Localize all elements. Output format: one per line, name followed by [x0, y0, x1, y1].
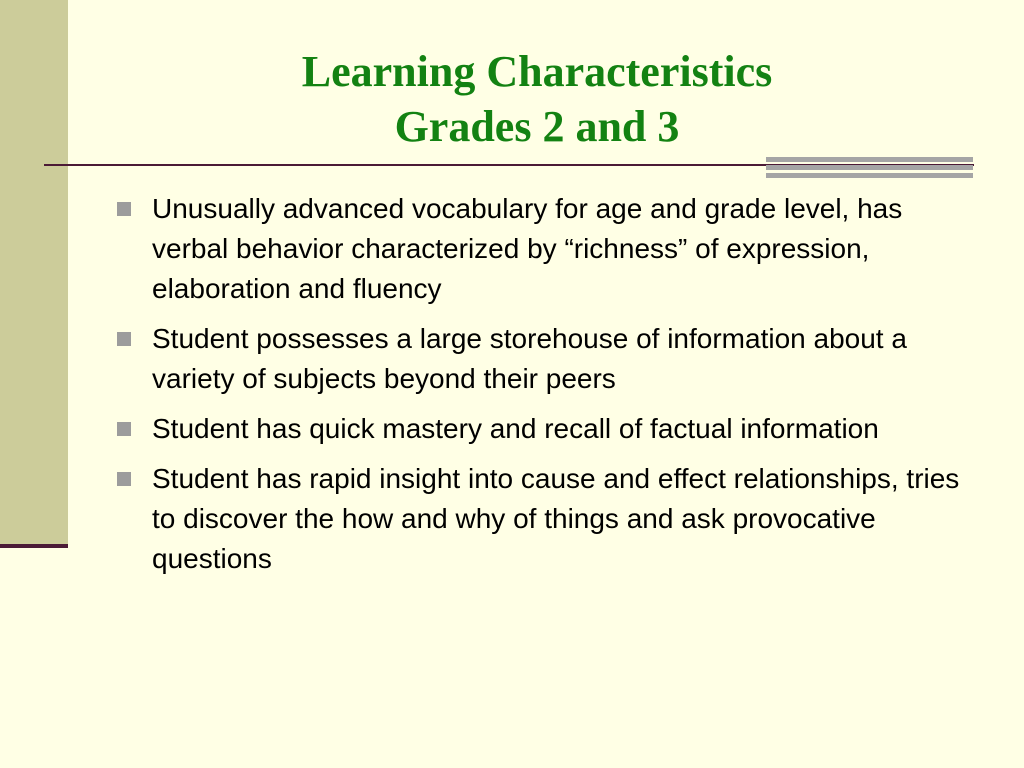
bullet-text: Unusually advanced vocabulary for age and grade level, has verbal behavior characterized by “richness” of expression, elaboration and fluency [152, 193, 903, 304]
bullet-text: Student possesses a large storehouse of information about a variety of subjects beyond their peers [152, 323, 907, 394]
stripe [766, 165, 973, 170]
bullet-text: Student has rapid insight into cause and effect relationships, tries to discover the how and why of things and ask provocative questions [152, 463, 960, 574]
list-item [114, 459, 984, 579]
bullet-text: Student has quick mastery and recall of factual information [152, 413, 879, 444]
square-bullet-icon [117, 332, 131, 346]
list-item [114, 189, 984, 309]
list-item [114, 319, 984, 399]
square-bullet-icon [117, 472, 131, 486]
decorative-stripes [766, 157, 973, 179]
left-band-accent-line [0, 544, 68, 548]
square-bullet-icon [117, 202, 131, 216]
bullet-list [114, 189, 984, 589]
stripe [766, 173, 973, 178]
stripe [766, 157, 973, 162]
square-bullet-icon [117, 422, 131, 436]
left-decorative-band [0, 0, 68, 546]
list-item [114, 409, 984, 449]
title-line-2: Grades 2 and 3 [394, 102, 680, 151]
title-line-1: Learning Characteristics [301, 47, 773, 96]
slide-title [68, 44, 1006, 154]
